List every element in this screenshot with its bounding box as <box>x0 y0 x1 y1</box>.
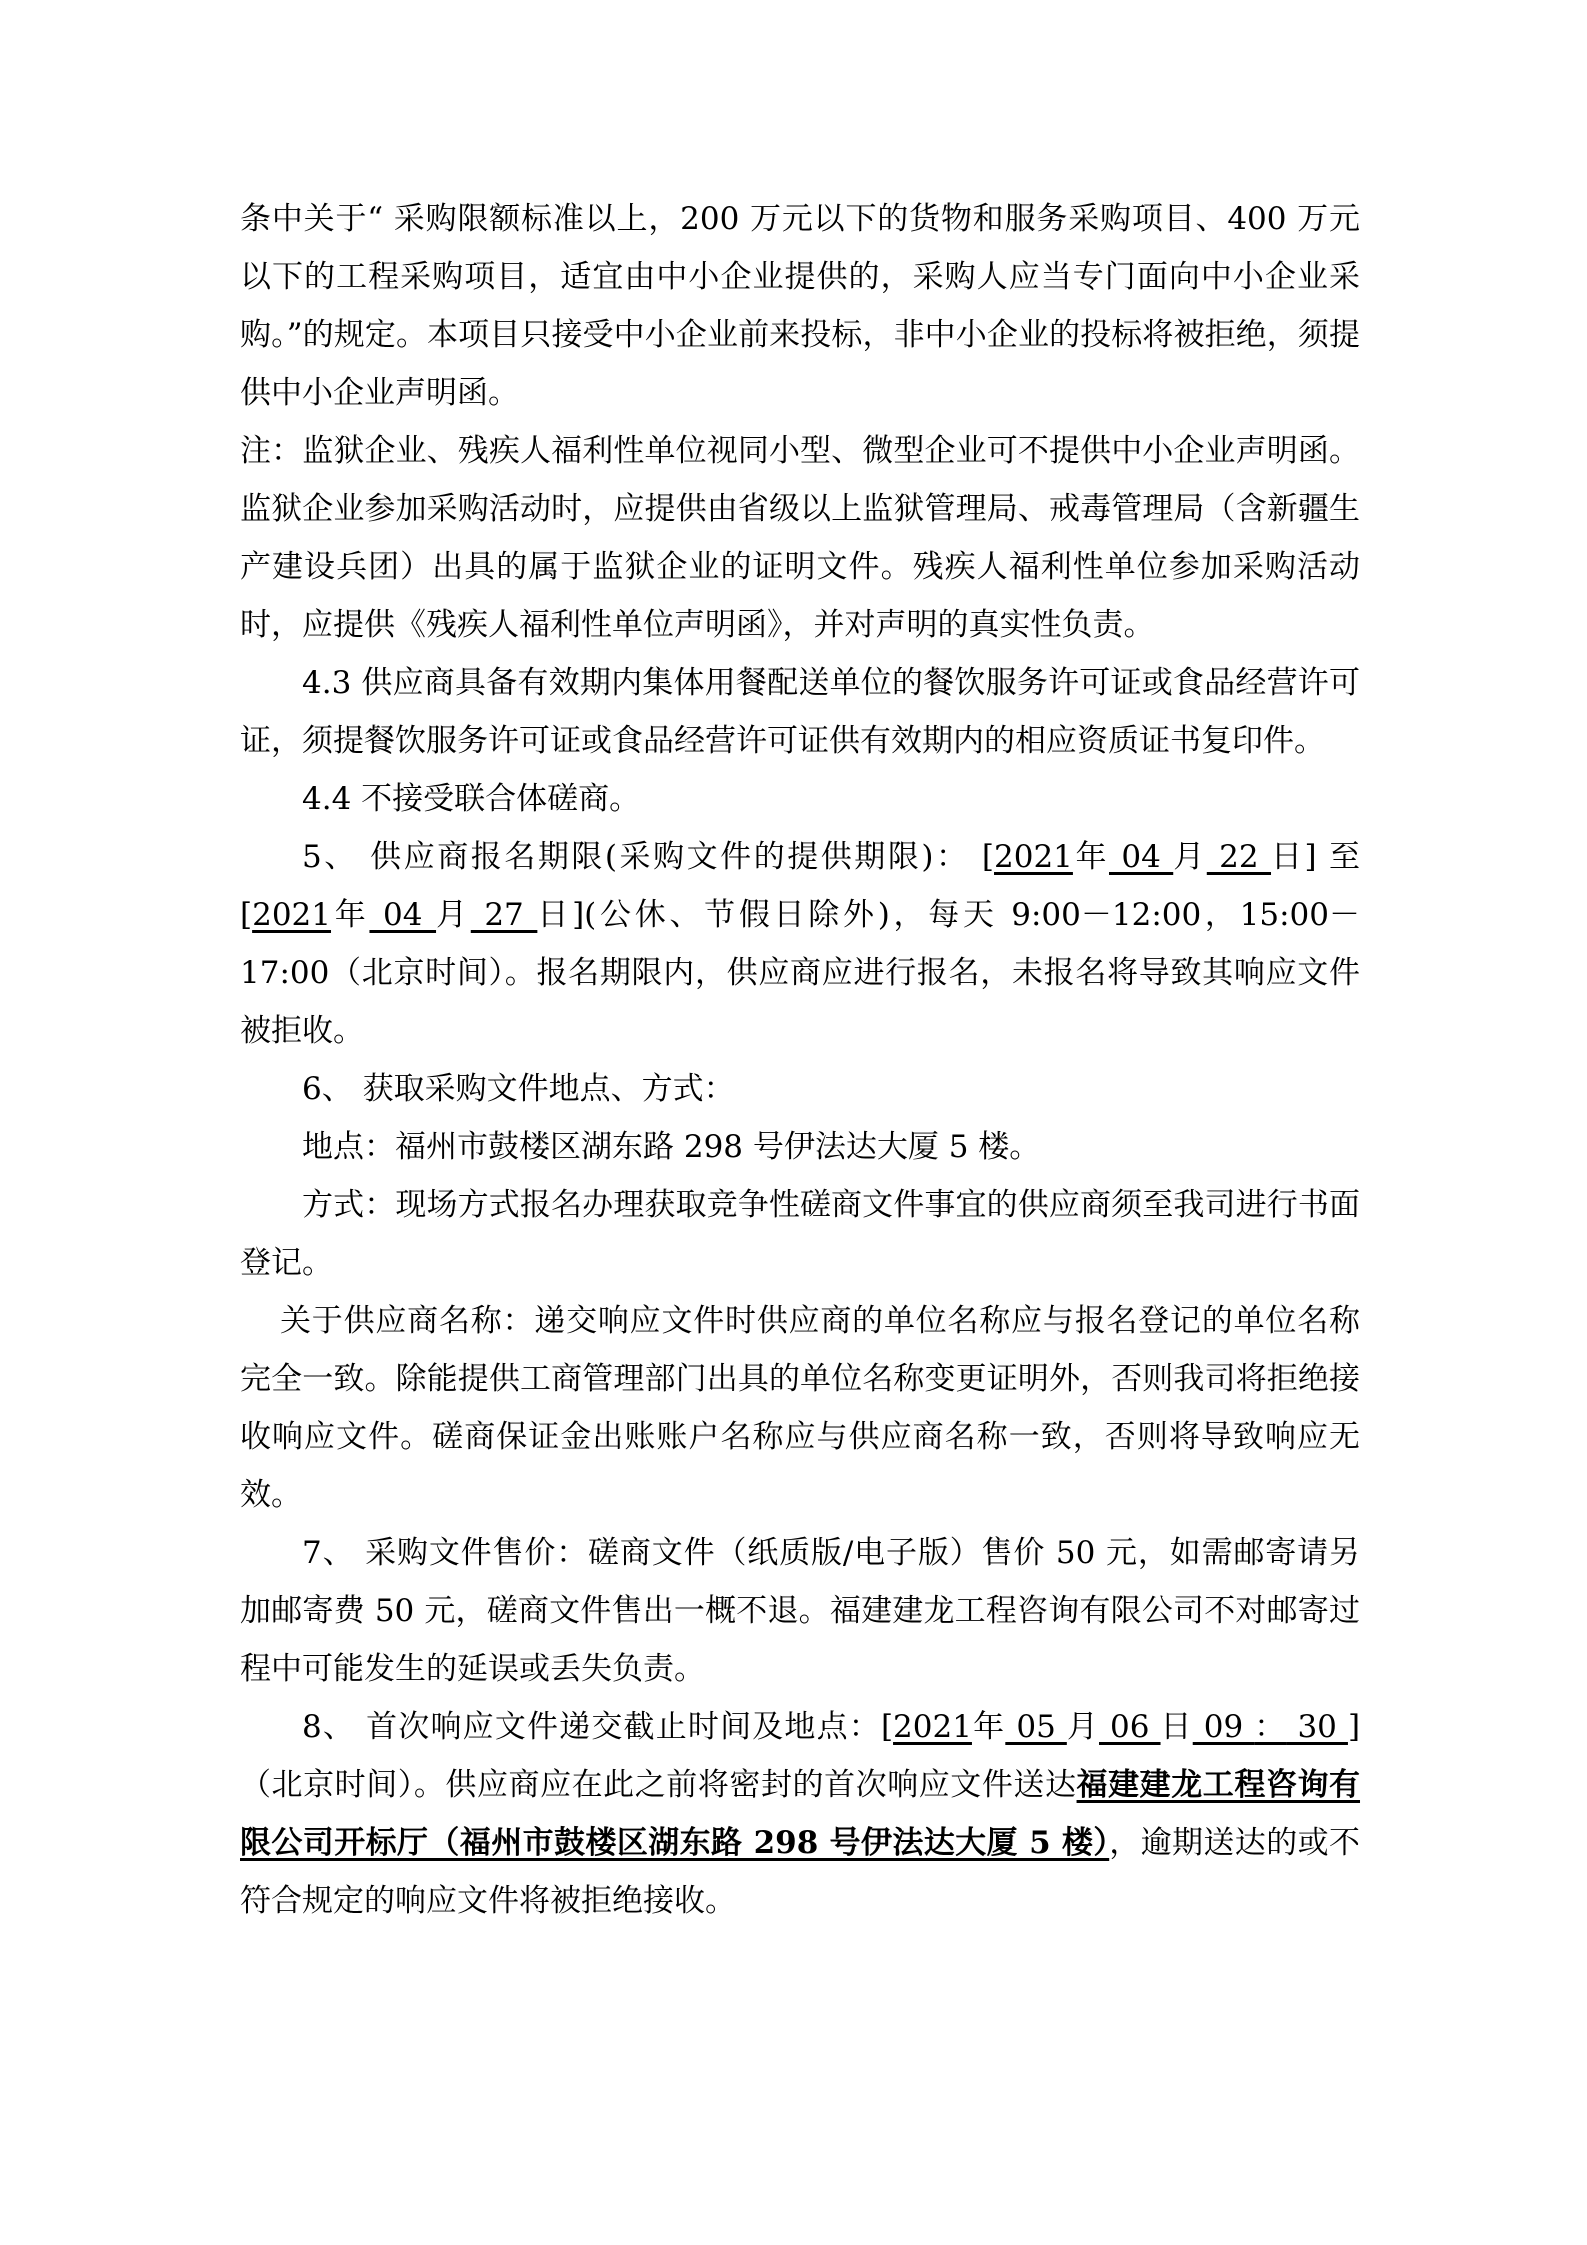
deadline-month: 05 <box>1005 1709 1067 1745</box>
start-month: 04 <box>1109 839 1174 875</box>
paragraph-4-3-license: 4.3 供应商具备有效期内集体用餐配送单位的餐饮服务许可证或食品经营许可证，须提餐饮服务许可证或食品经营许可证供有效期内的相应资质证书复印件。 <box>240 665 1360 759</box>
end-year: 2021 <box>252 897 332 933</box>
paragraph-note-prison-enterprise: 注：监狱企业、残疾人福利性单位视同小型、微型企业可不提供中小企业声明函。监狱企业参加采购活动时，应提供由省级以上监狱管理局、戒毒管理局（含新疆生产建设兵团）出具的属于监狱企业的证明文件。残疾人福利性单位参加采购活动时，应提供《残疾人福利性单位声明函》，并对声明的真实性负责。 <box>240 433 1360 643</box>
paragraph-6-obtain-documents: 6、 获取采购文件地点、方式： <box>302 1071 735 1107</box>
deadline-day: 06 <box>1099 1709 1161 1745</box>
deadline-minute: 30 <box>1286 1709 1348 1745</box>
start-year: 2021 <box>994 839 1073 875</box>
start-day: 22 <box>1206 839 1272 875</box>
paragraph-sme-requirement: 条中关于“ 采购限额标准以上，200 万元以下的货物和服务采购项目、400 万元以下的工程采购项目，适宜由中小企业提供的，采购人应当专门面向中小企业采购。”的规定。本项目只接受中小企业前来投标，非中小企业的投标将被拒绝，须提供中小企业声明函。 <box>240 201 1360 411</box>
end-day: 27 <box>470 897 538 933</box>
paragraph-location: 地点：福州市鼓楼区湖东路 298 号伊法达大厦 5 楼。 <box>302 1129 1041 1165</box>
paragraph-5-registration-period: 5、 供应商报名期限(采购文件的提供期限)： [2021年 04 月 22 日] 至[2021年 04 月 27 日](公休、节假日除外)，每天 9:00－12:00，15:00－17:00（北京时间）。报名期限内，供应商应进行报名，未报名将导致其响应文件被拒收。 <box>240 839 1361 1049</box>
paragraph-7-document-price: 7、 采购文件售价：磋商文件（纸质版/电子版）售价 50 元，如需邮寄请另加邮寄费 50 元，磋商文件售出一概不退。福建建龙工程咨询有限公司不对邮寄过程中可能发生的延误或丢失负责。 <box>240 1535 1360 1687</box>
end-month: 04 <box>369 897 437 933</box>
paragraph-8-submission-deadline: 8、 首次响应文件递交截止时间及地点：[2021年 05 月 06 日 09 ： 30 ]（北京时间）。供应商应在此之前将密封的首次响应文件送达福建建龙工程咨询有限公司开标厅（福州市鼓楼区湖东路 298 号伊法达大厦 5 楼），逾期送达的或不符合规定的响应文件将被拒绝接收。 <box>240 1709 1361 1919</box>
document-page <box>240 190 1360 1930</box>
submission-place: 福建建龙工程咨询有限公司开标厅（福州市鼓楼区湖东路 298 号伊法达大厦 5 楼） <box>240 1767 1361 1861</box>
deadline-year: 2021 <box>893 1709 972 1745</box>
paragraph-supplier-name: 关于供应商名称：递交响应文件时供应商的单位名称应与报名登记的单位名称完全一致。除能提供工商管理部门出具的单位名称变更证明外，否则我司将拒绝接收响应文件。磋商保证金出账账户名称应与供应商名称一致，否则将导致响应无效。 <box>240 1303 1360 1513</box>
deadline-hour: 09 <box>1192 1709 1255 1745</box>
paragraph-4-4-consortium: 4.4 不接受联合体磋商。 <box>302 781 641 817</box>
paragraph-method: 方式：现场方式报名办理获取竞争性磋商文件事宜的供应商须至我司进行书面登记。 <box>240 1187 1360 1281</box>
